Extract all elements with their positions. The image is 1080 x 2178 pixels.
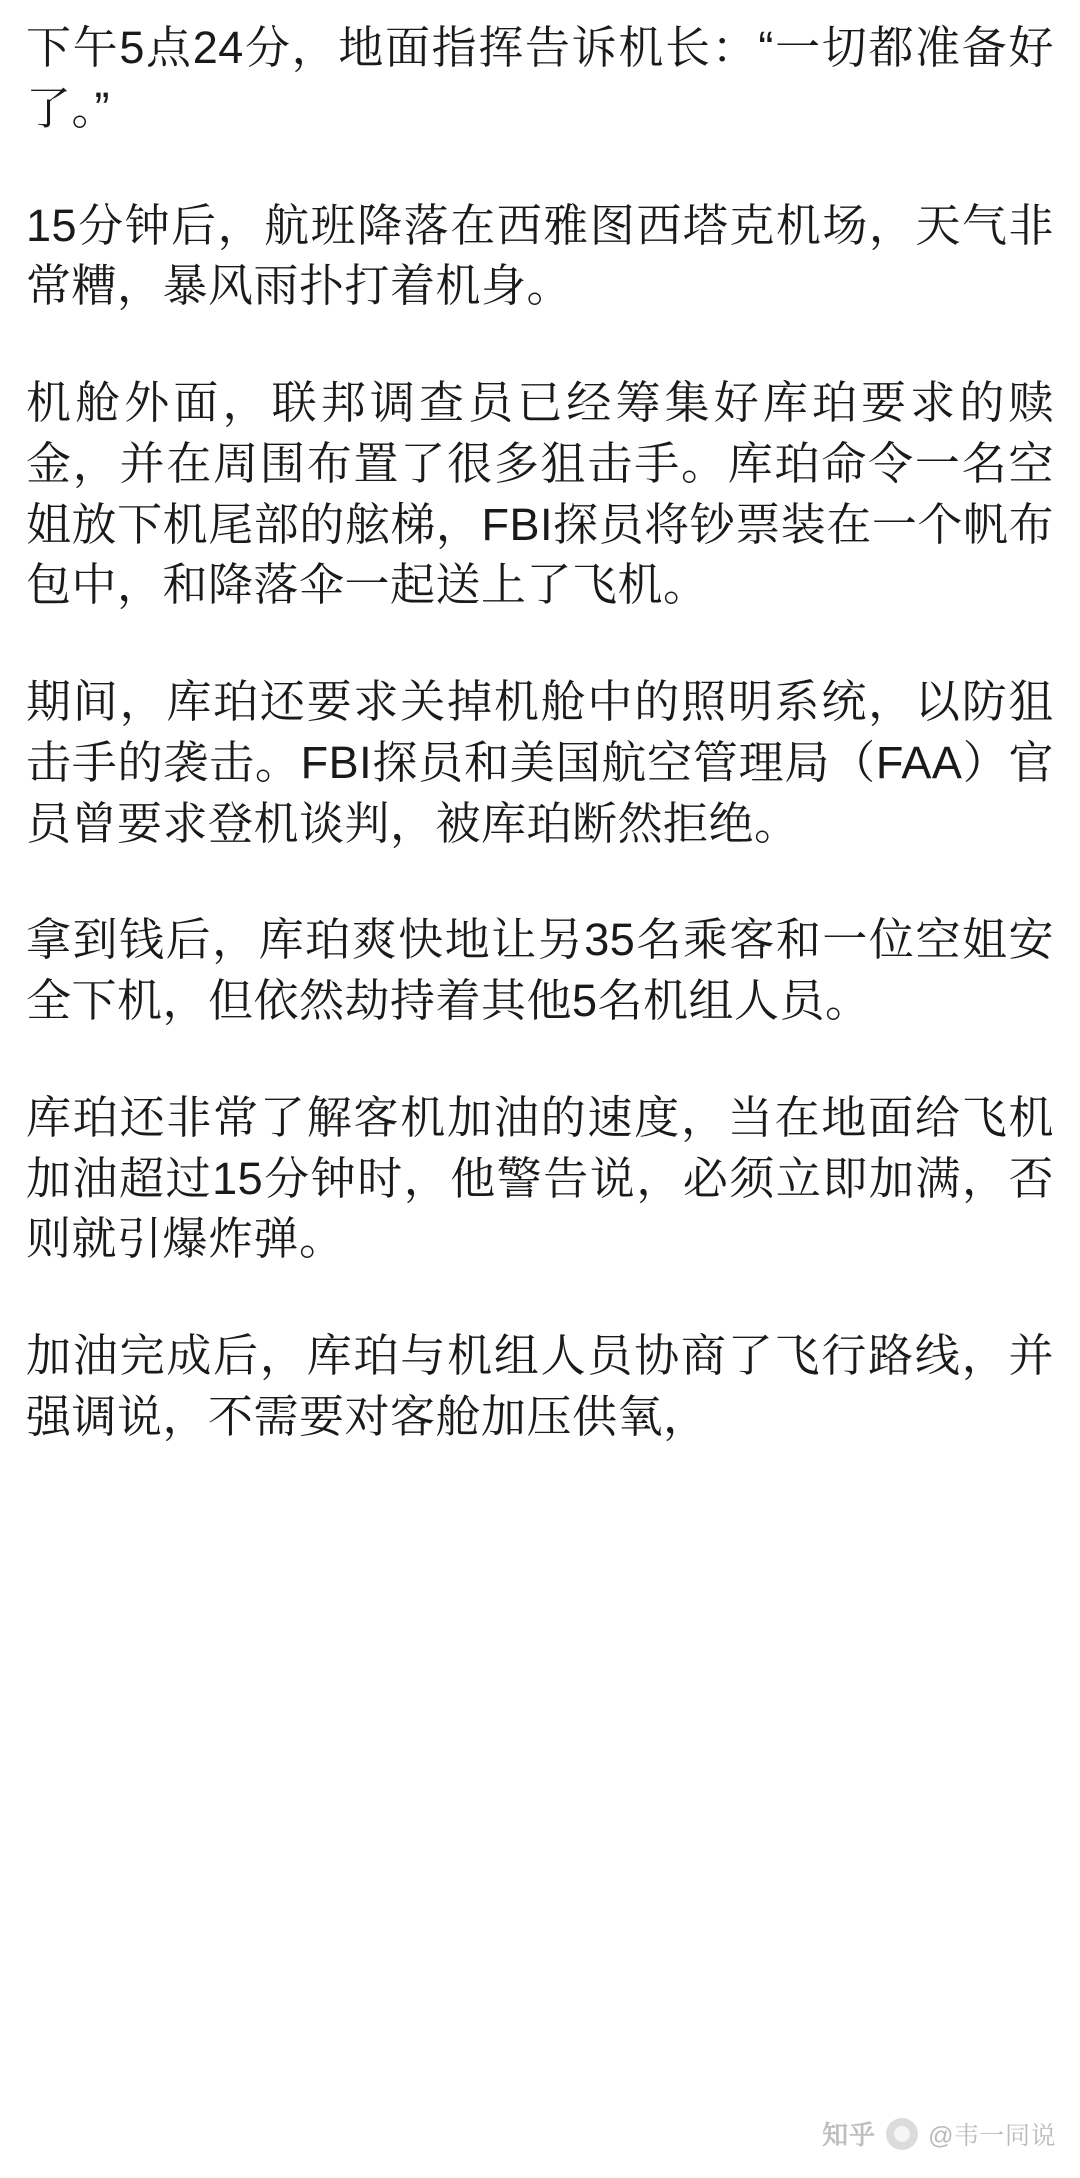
platform-logo: 知乎 bbox=[822, 2120, 877, 2150]
paragraph-6: 库珀还非常了解客机加油的速度，当在地面给飞机加油超过15分钟时，他警告说，必须立即加满，否则就引爆炸弹。 bbox=[26, 1091, 1054, 1265]
paragraph-3: 机舱外面，联邦调查员已经筹集好库珀要求的赎金，并在周围布置了很多狙击手。库珀命令一名空姐放下机尾部的舷梯，FBI探员将钞票装在一个帆布包中，和降落伞一起送上了飞机。 bbox=[26, 377, 1054, 611]
author-name: @韦一同说 bbox=[928, 2121, 1056, 2150]
watermark bbox=[822, 2115, 1056, 2152]
paragraph-5: 拿到钱后，库珀爽快地让另35名乘客和一位空姐安全下机，但依然劫持着其他5名机组人员。 bbox=[26, 914, 1054, 1026]
paragraph-7: 加油完成后，库珀与机组人员协商了飞行路线，并强调说，不需要对客舱加压供氧， bbox=[26, 1330, 1054, 1442]
paragraph-1: 下午5点24分，地面指挥告诉机长：“一切都准备好了。” bbox=[26, 22, 1054, 134]
paragraph-4: 期间，库珀还要求关掉机舱中的照明系统，以防狙击手的袭击。FBI探员和美国航空管理局（FAA）官员曾要求登机谈判，被库珀断然拒绝。 bbox=[26, 676, 1054, 849]
avatar bbox=[886, 2118, 918, 2150]
paragraph-2: 15分钟后，航班降落在西雅图西塔克机场，天气非常糟，暴风雨扑打着机身。 bbox=[26, 199, 1054, 312]
